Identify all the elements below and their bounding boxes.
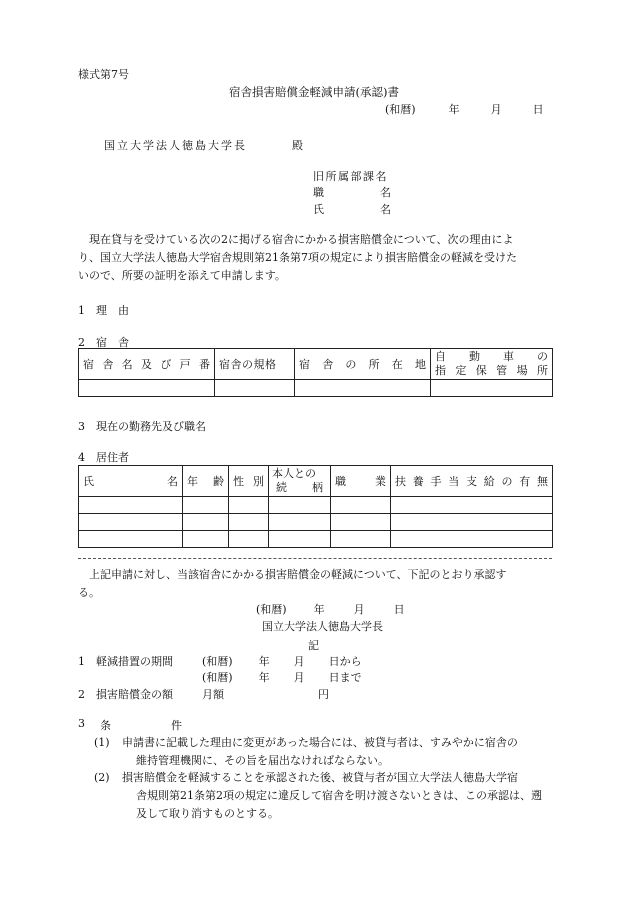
field-department: 旧所属部課名 bbox=[313, 170, 388, 183]
header-cell: 職 業 bbox=[331, 466, 391, 497]
divider bbox=[78, 558, 552, 559]
condition-item: (2) 損害賠償金を軽減することを承認された後、被貸与者が国立大学法人徳島大学宿 舎規則第21条第2項の規定に違反して宿舎を明け渡さないときは、この承認は、遡 及して取り消すものとする。 bbox=[94, 771, 542, 820]
section-reason: 1 理 由 bbox=[78, 304, 129, 317]
intro-paragraph bbox=[78, 231, 552, 285]
resident-header-row bbox=[79, 466, 553, 497]
header-cell: 宿 舎 名 及 び 戸 番 bbox=[79, 349, 215, 380]
approval-paragraph bbox=[78, 566, 552, 602]
addressee-honorific: 殿 bbox=[292, 139, 303, 152]
resident-table bbox=[78, 465, 553, 548]
header-cell: 性 別 bbox=[229, 466, 269, 497]
conditions-num: 3 bbox=[78, 717, 85, 730]
header-cell: 宿 舎 の 所 在 地 bbox=[295, 349, 431, 380]
section-housing: 2 宿 舎 bbox=[78, 336, 129, 349]
amount-label: 2 損害賠償金の額 bbox=[78, 688, 173, 701]
approver: 国立大学法人徳島大学長 bbox=[262, 620, 383, 633]
date-line bbox=[385, 101, 544, 117]
approval-line: る。 bbox=[78, 586, 100, 599]
period-label: 1 軽減措置の期間 bbox=[78, 655, 173, 668]
period-until: (和暦) 年 月 日まで bbox=[202, 671, 362, 684]
housing-header-row bbox=[79, 349, 553, 380]
table-row bbox=[79, 531, 553, 548]
field-position-label: 職 名 bbox=[313, 186, 391, 199]
condition-item: (1) 申請書に記載した理由に変更があった場合には、被貸与者は、すみやかに宿舎の 維持管理機関に、その旨を届出なければならない。 bbox=[94, 736, 518, 767]
amount-monthly: 月額 bbox=[202, 688, 224, 701]
period-from: (和暦) 年 月 日から bbox=[202, 655, 362, 668]
header-cell: 本人との 続 柄 bbox=[269, 466, 331, 497]
intro-line: いので、所要の証明を添えて申請します。 bbox=[78, 269, 286, 282]
approval-line: 上記申請に対し、当該宿舎にかかる損害賠償金の軽減について、下記のとおり承認す bbox=[89, 568, 507, 581]
header-cell: 扶 養 手 当 支 給 の 有 無 bbox=[391, 466, 553, 497]
amount-yen: 円 bbox=[318, 688, 329, 701]
date-year: 年 bbox=[448, 103, 460, 116]
date-month: 月 bbox=[490, 103, 502, 116]
header-cell: 自 動 車 の 指 定 保 管 場 所 bbox=[431, 349, 553, 380]
conditions-label: 条 件 bbox=[100, 719, 182, 732]
header-cell: 年 齢 bbox=[183, 466, 229, 497]
section-workplace: 3 現在の勤務先及び職名 bbox=[78, 420, 206, 433]
addressee-name: 国立大学法人徳島大学長 bbox=[104, 139, 247, 152]
header-cell: 宿舎の規格 bbox=[215, 349, 295, 380]
housing-table bbox=[78, 348, 553, 397]
section-residents: 4 居住者 bbox=[78, 451, 129, 464]
date-day: 日 bbox=[532, 103, 544, 116]
table-row bbox=[79, 497, 553, 514]
document-title: 宿舎損害賠償金軽減申請(承認)書 bbox=[229, 85, 399, 99]
form-number: 様式第7号 bbox=[78, 68, 129, 81]
field-name bbox=[313, 201, 391, 217]
intro-line: 現在貸与を受けている次の2に掲げる宿舎にかかる損害賠償金について、次の理由によ bbox=[89, 233, 514, 246]
field-name-label: 氏 名 bbox=[313, 203, 391, 216]
header-cell: 氏 名 bbox=[79, 466, 183, 497]
field-position bbox=[313, 184, 391, 200]
table-row bbox=[79, 380, 553, 397]
approval-date: (和暦) 年 月 日 bbox=[256, 603, 405, 616]
intro-line: り、国立大学法人徳島大学宿舎規則第21条第7項の規定により損害賠償金の軽減を受けた bbox=[78, 251, 517, 264]
date-era: (和暦) bbox=[385, 103, 416, 116]
ki-mark: 記 bbox=[308, 639, 319, 652]
table-row bbox=[79, 514, 553, 531]
